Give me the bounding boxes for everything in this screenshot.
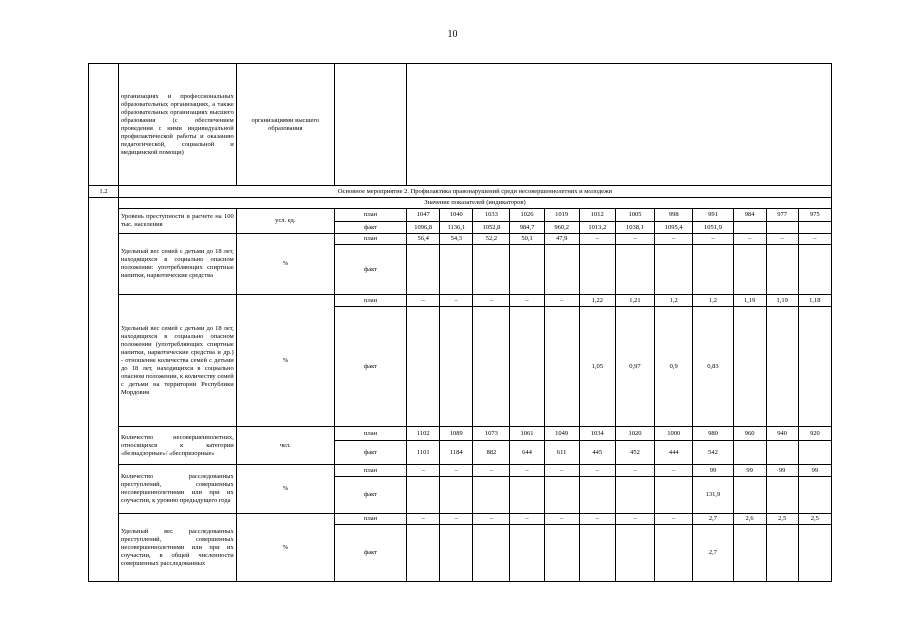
plan-value: 940 <box>766 427 798 441</box>
plan-value: 920 <box>798 427 831 441</box>
plan-value: 99 <box>798 465 831 477</box>
fact-value <box>798 477 831 514</box>
plan-value: 1073 <box>473 427 510 441</box>
indicator-unit: усл. ед. <box>236 209 334 234</box>
plan-value: 2,7 <box>693 514 733 525</box>
plan-value: – <box>440 465 473 477</box>
plan-value: 2,6 <box>733 514 766 525</box>
fact-value: 644 <box>510 441 544 465</box>
plan-label: план <box>334 234 406 245</box>
plan-value: – <box>693 234 733 245</box>
fact-value: 0,83 <box>693 307 733 427</box>
plan-value: 99 <box>733 465 766 477</box>
plan-value: – <box>544 514 579 525</box>
plan-value: 1102 <box>407 427 440 441</box>
fact-value <box>473 245 510 295</box>
plan-value: 984 <box>733 209 766 222</box>
fact-value: 0,9 <box>655 307 693 427</box>
fact-value <box>544 307 579 427</box>
plan-value: – <box>407 514 440 525</box>
plan-value: 54,3 <box>440 234 473 245</box>
plan-value: – <box>440 295 473 307</box>
plan-value: 980 <box>693 427 733 441</box>
plan-label: план <box>334 465 406 477</box>
plan-value: 2,5 <box>766 514 798 525</box>
fact-value: 452 <box>615 441 654 465</box>
indicator-unit: % <box>236 514 334 582</box>
plan-value: 1000 <box>655 427 693 441</box>
indicators-subheader: Значение показателей (индикаторов) <box>118 198 831 209</box>
fact-value <box>733 222 766 234</box>
plan-value: – <box>615 465 654 477</box>
fact-value <box>655 477 693 514</box>
plan-value: 56,4 <box>407 234 440 245</box>
indicator-plan-row <box>89 427 832 441</box>
plan-value: 1005 <box>615 209 654 222</box>
fact-value: 984,7 <box>510 222 544 234</box>
fact-value <box>544 477 579 514</box>
fact-value: 0,97 <box>615 307 654 427</box>
plan-value: – <box>473 295 510 307</box>
fact-value: 611 <box>544 441 579 465</box>
plan-value: 1012 <box>579 209 615 222</box>
plan-value: 1047 <box>407 209 440 222</box>
fact-value <box>733 307 766 427</box>
indicator-plan-row <box>89 209 832 222</box>
fact-value <box>798 307 831 427</box>
plan-value: 2,5 <box>798 514 831 525</box>
fact-value <box>544 245 579 295</box>
plan-value: – <box>733 234 766 245</box>
plan-label: план <box>334 427 406 441</box>
plan-value: 1,19 <box>766 295 798 307</box>
fact-value <box>766 477 798 514</box>
plan-value: – <box>510 514 544 525</box>
fact-value <box>407 245 440 295</box>
fact-value: 960,2 <box>544 222 579 234</box>
fact-value: 444 <box>655 441 693 465</box>
fact-value <box>440 245 473 295</box>
fact-value: 882 <box>473 441 510 465</box>
indicator-table <box>88 63 832 582</box>
fact-label: факт <box>334 307 406 427</box>
plan-value: 991 <box>693 209 733 222</box>
fact-value <box>798 222 831 234</box>
indicator-unit: чел. <box>236 427 334 465</box>
continuation-row <box>89 64 832 186</box>
plan-value: – <box>766 234 798 245</box>
plan-value: 1089 <box>440 427 473 441</box>
fact-value <box>544 525 579 582</box>
row-number-cell <box>89 198 119 582</box>
fact-value <box>655 525 693 582</box>
fact-value <box>733 245 766 295</box>
plan-label: план <box>334 514 406 525</box>
fact-value <box>473 477 510 514</box>
plan-value: – <box>579 465 615 477</box>
indicator-name: Удельный вес семей с детьми до 18 лет, находящихся в социально опасном положении (употребляющих спиртные напитки, наркотические средства и др.) - отношение количества семей с детьми до 18 лет, находящихся в социально опасном положении, к количеству семей с детьми на территории Республики Мордовия <box>118 295 236 427</box>
section-title: Основное мероприятие 2. Профилактика правонарушений среди несовершеннолетних и молодежи <box>118 186 831 198</box>
fact-value: 1051,9 <box>693 222 733 234</box>
plan-value: – <box>655 514 693 525</box>
fact-value <box>579 477 615 514</box>
plan-value: – <box>544 465 579 477</box>
plan-value: 998 <box>655 209 693 222</box>
fact-value: 1038,1 <box>615 222 654 234</box>
fact-value <box>766 525 798 582</box>
fact-value: 1013,2 <box>579 222 615 234</box>
fact-label: факт <box>334 245 406 295</box>
fact-value <box>655 245 693 295</box>
fact-value <box>440 307 473 427</box>
plan-value: 99 <box>693 465 733 477</box>
plan-value: – <box>407 465 440 477</box>
plan-label: план <box>334 209 406 222</box>
fact-value <box>407 307 440 427</box>
fact-value <box>440 525 473 582</box>
section-row <box>89 186 832 198</box>
fact-value <box>510 477 544 514</box>
fact-label: факт <box>334 222 406 234</box>
plan-value: 50,1 <box>510 234 544 245</box>
fact-value: 2,7 <box>693 525 733 582</box>
fact-value: 1,05 <box>579 307 615 427</box>
plan-value: 1019 <box>544 209 579 222</box>
plan-value: – <box>473 465 510 477</box>
fact-value: 1101 <box>407 441 440 465</box>
plan-value: 960 <box>733 427 766 441</box>
plan-value: 1033 <box>473 209 510 222</box>
indicator-name: Уровень преступности в расчете на 100 тыс. населения <box>118 209 236 234</box>
fact-value: 542 <box>693 441 733 465</box>
plan-value: – <box>798 234 831 245</box>
indicator-name: Удельный вес семей с детьми до 18 лет, находящихся в социально опасном положении: употребляющих спиртные напитки, наркотические средства <box>118 234 236 295</box>
plan-value: – <box>655 234 693 245</box>
plan-value: 1061 <box>510 427 544 441</box>
indicator-plan-row <box>89 465 832 477</box>
fact-value <box>798 525 831 582</box>
plan-value: 52,2 <box>473 234 510 245</box>
fact-value <box>407 477 440 514</box>
fact-value <box>766 222 798 234</box>
plan-value: – <box>510 295 544 307</box>
indicator-unit: % <box>236 234 334 295</box>
fact-value <box>615 525 654 582</box>
fact-value <box>766 441 798 465</box>
fact-value <box>766 245 798 295</box>
fact-value <box>798 245 831 295</box>
plan-value: – <box>615 234 654 245</box>
empty-cell <box>407 64 832 186</box>
fact-value: 1136,1 <box>440 222 473 234</box>
plan-value: – <box>579 234 615 245</box>
row-number-cell <box>89 64 119 186</box>
fact-value: 445 <box>579 441 615 465</box>
indicator-name: Удельный вес расследованных преступлений, совершенных несовершеннолетними или при их соучастии, в общей численности совершенных расследованных <box>118 514 236 582</box>
fact-value <box>473 307 510 427</box>
fact-value <box>510 307 544 427</box>
plan-value: 1,21 <box>615 295 654 307</box>
fact-value <box>440 477 473 514</box>
plan-value: – <box>440 514 473 525</box>
fact-label: факт <box>334 441 406 465</box>
fact-value <box>615 245 654 295</box>
fact-value <box>766 307 798 427</box>
plan-value: 975 <box>798 209 831 222</box>
fact-label: факт <box>334 477 406 514</box>
fact-label: факт <box>334 525 406 582</box>
empty-cell <box>334 64 406 186</box>
fact-value <box>510 245 544 295</box>
continuation-executor-cell: организациями высшего образования <box>236 64 334 186</box>
fact-value <box>733 477 766 514</box>
fact-value <box>510 525 544 582</box>
indicator-plan-row <box>89 234 832 245</box>
plan-label: план <box>334 295 406 307</box>
fact-value <box>693 245 733 295</box>
indicator-plan-row <box>89 514 832 525</box>
fact-value: 131,9 <box>693 477 733 514</box>
plan-value: 1026 <box>510 209 544 222</box>
fact-value: 1184 <box>440 441 473 465</box>
page-number: 10 <box>447 29 458 40</box>
plan-value: 1,19 <box>733 295 766 307</box>
plan-value: – <box>655 465 693 477</box>
fact-value <box>733 441 766 465</box>
plan-value: 1020 <box>615 427 654 441</box>
plan-value: – <box>473 514 510 525</box>
plan-value: 1,2 <box>655 295 693 307</box>
plan-value: – <box>579 514 615 525</box>
plan-value: 1,22 <box>579 295 615 307</box>
indicator-plan-row <box>89 295 832 307</box>
section-number: 1.2 <box>89 186 119 198</box>
plan-value: 1,18 <box>798 295 831 307</box>
plan-value: 99 <box>766 465 798 477</box>
fact-value <box>733 525 766 582</box>
subheader-row <box>89 198 832 209</box>
plan-value: 1049 <box>544 427 579 441</box>
fact-value: 1095,4 <box>655 222 693 234</box>
fact-value <box>407 525 440 582</box>
plan-value: 977 <box>766 209 798 222</box>
plan-value: – <box>544 295 579 307</box>
fact-value <box>615 477 654 514</box>
plan-value: 1040 <box>440 209 473 222</box>
fact-value <box>798 441 831 465</box>
plan-value: 1034 <box>579 427 615 441</box>
plan-value: – <box>615 514 654 525</box>
indicator-name: Количество расследованных преступлений, совершенных несовершеннолетними или при их соучастии, к уровню предыдущего года <box>118 465 236 514</box>
fact-value: 1052,8 <box>473 222 510 234</box>
continuation-text-cell: организациях и профессиональных образовательных организациях, а также образовательных организациях высшего образования (с обеспечением проведения с ними индивидуальной профилактической работы и оказанию педагогической, социальной и медицинской помощи) <box>118 64 236 186</box>
fact-value <box>579 245 615 295</box>
fact-value <box>579 525 615 582</box>
plan-value: – <box>510 465 544 477</box>
fact-value: 1096,8 <box>407 222 440 234</box>
indicator-name: Количество несовершеннолетних, относящихся к категории «безнадзорные»/ «беспризорные» <box>118 427 236 465</box>
plan-value: 47,9 <box>544 234 579 245</box>
indicator-unit: % <box>236 295 334 427</box>
plan-value: – <box>407 295 440 307</box>
indicator-unit: % <box>236 465 334 514</box>
fact-value <box>473 525 510 582</box>
plan-value: 1,2 <box>693 295 733 307</box>
